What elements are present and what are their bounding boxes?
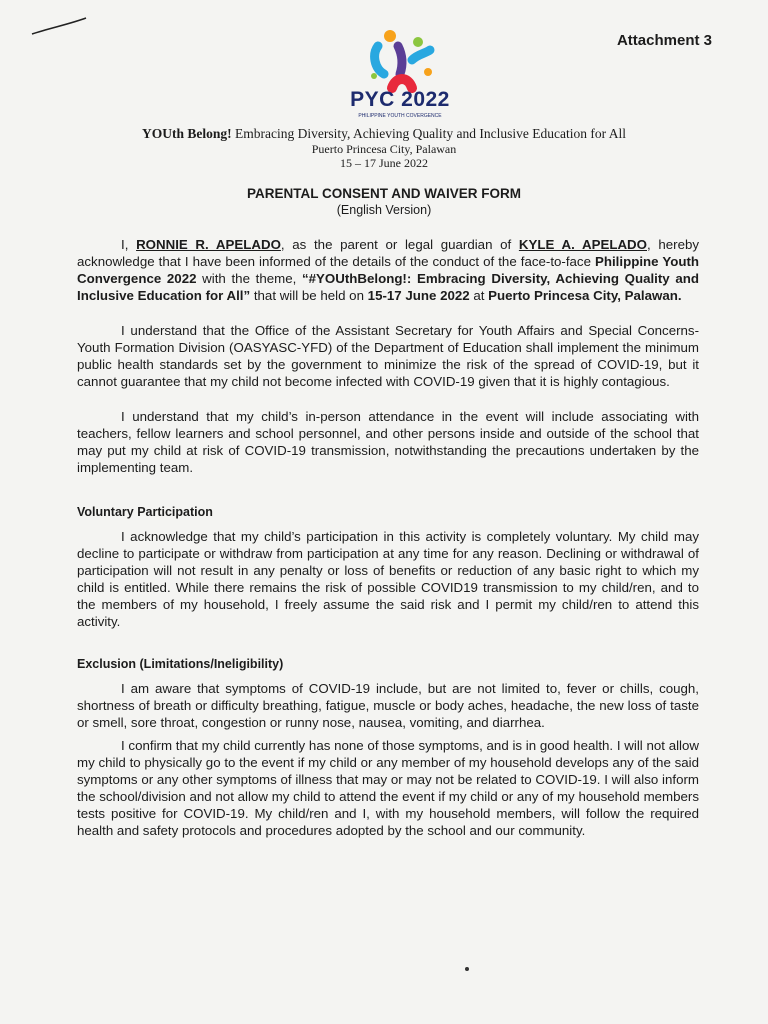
pen-stroke-mark: [30, 12, 90, 42]
event-theme-quote: “#YOUthBelong!: Embracing Diversity, Achieving Quality and Inclusive Education for All”: [77, 271, 699, 303]
confirmation-paragraph: I confirm that my child currently has none of those symptoms, and is in good health. I will not allow my child to physically go to the event if my child or any member of my household develops any of the said symptoms or any other symptoms of illness that may or may not be related to COVID-19. I will also inform the school/division and not allow my child to attend the event if my child or any of my household members tests positive for COVID-19. My child/ren and I, with my household members, will follow the required health and safety protocols and procedures adopted by the school and our community.: [77, 738, 699, 838]
page-speck: [465, 967, 469, 971]
event-date: 15-17 June 2022: [367, 288, 470, 303]
event-name: Philippine Youth Convergence 2022: [77, 254, 699, 286]
event-theme: [40, 126, 728, 142]
voluntary-paragraph: I acknowledge that my child’s participation in this activity is completely voluntary. My child may decline to participate or withdraw from participation at any time for any reason. Declining or withdrawal of participation will not result in any penalty or loss of benefits or reduction of any basic right to which my child is entitled. While there remains the risk of possible COVID19 transmission to my child/ren, and to the members of my household, I freely assume the said risk and I permit my child/ren to attend this activity.: [77, 529, 699, 629]
exclusion-heading: Exclusion (Limitations/Ineligibility): [77, 657, 284, 671]
child-name: KYLE A. APELADO: [518, 237, 647, 252]
consent-paragraph: I, RONNIE R. APELADO, as the parent or legal guardian of KYLE A. APELADO, hereby acknowledge that I have been informed of the details of the conduct of the face-to-face Philippine Youth Convergence 2022 with the theme, “#YOUthBelong!: Embracing Diversity, Achieving Quality and Inclusive Education for All” that will be held on 15-17 June 2022 at Puerto Princesa City, Palawan.: [77, 237, 700, 303]
theme-bold: YOUth Belong!: [142, 126, 232, 141]
voluntary-heading: Voluntary Participation: [77, 505, 213, 519]
logo-title: PYC 2022: [350, 88, 450, 111]
theme-rest: Embracing Diversity, Achieving Quality and Inclusive Education for All: [231, 126, 626, 141]
form-title: PARENTAL CONSENT AND WAIVER FORM: [246, 186, 521, 201]
logo-subtitle: PHILIPPINE YOUTH COVERGENCE: [358, 113, 442, 119]
parent-name: RONNIE R. APELADO: [136, 237, 281, 252]
attendance-risk-paragraph: I understand that my child’s in-person attendance in the event will include associating with teachers, fellow learners and school personnel, and other persons inside and outside of the school that may put my child at risk of COVID-19 transmission, notwithstanding the precautions undertaken by the implementing team.: [77, 409, 699, 475]
health-standards-paragraph: I understand that the Office of the Assistant Secretary for Youth Affairs and Special Concerns- Youth Formation Division (OASYASC-YFD) of the Department of Education shall implement the minimum public health standards set by the government to minimize the risk of the spread of COVID-19, but it cannot guarantee that my child not become infected with COVID-19 given that it is highly contagious.: [77, 323, 699, 389]
symptoms-paragraph: I am aware that symptoms of COVID-19 include, but are not limited to, fever or chills, cough, shortness of breath or difficulty breathing, fatigue, muscle or body aches, headache, the new loss of taste or smell, sore throat, congestion or runny nose, nausea, vomiting, and diarrhea.: [77, 681, 699, 730]
event-dates: 15 – 17 June 2022: [340, 156, 428, 170]
event-place: Puerto Princesa City, Palawan.: [488, 288, 682, 303]
form-version: (English Version): [336, 203, 432, 217]
event-location: Puerto Princesa City, Palawan: [311, 142, 457, 156]
attachment-label: Attachment 3: [616, 32, 712, 49]
